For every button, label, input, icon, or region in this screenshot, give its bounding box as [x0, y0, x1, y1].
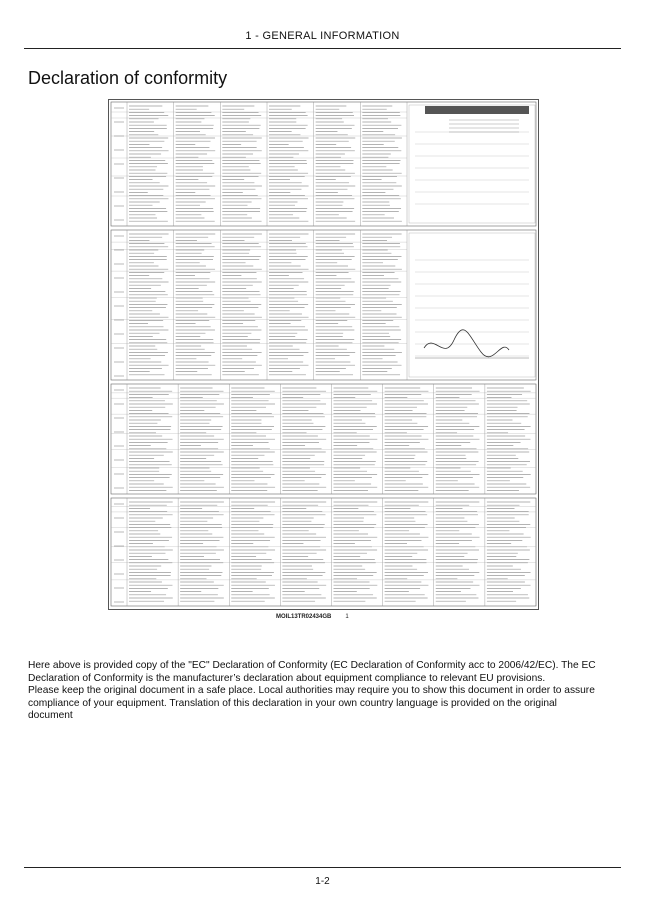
section-title: 1 - GENERAL INFORMATION	[245, 30, 400, 42]
body-text	[28, 660, 596, 723]
figure-caption-number: 1	[345, 614, 349, 620]
signature-icon	[424, 330, 509, 357]
header-rule	[24, 48, 621, 49]
declaration-form-drawing	[109, 100, 538, 609]
declaration-scan-image	[108, 99, 539, 610]
figure-caption	[276, 614, 349, 620]
body-paragraph-2: Please keep the original document in a safe place. Local authorities may require you to show this document in order to assure compliance of your equipment. Translation of this declaration in your own country language is provided on the original document	[28, 685, 595, 722]
page-number: 1-2	[315, 876, 330, 887]
footer-rule	[24, 867, 621, 868]
body-paragraph-1: Here above is provided copy of the "EC" Declaration of Conformity (EC Declaration of Conformity acc to 2006/42/EC). The EC Declaration of Conformity is the manufacturer’s declaration about equipment compliance to relevant EU provisions.	[28, 660, 596, 684]
figure-caption-code: MOIL13TR02434GB	[276, 614, 332, 620]
manufacturer-logo-icon	[425, 106, 529, 114]
page-heading: Declaration of conformity	[28, 68, 228, 88]
